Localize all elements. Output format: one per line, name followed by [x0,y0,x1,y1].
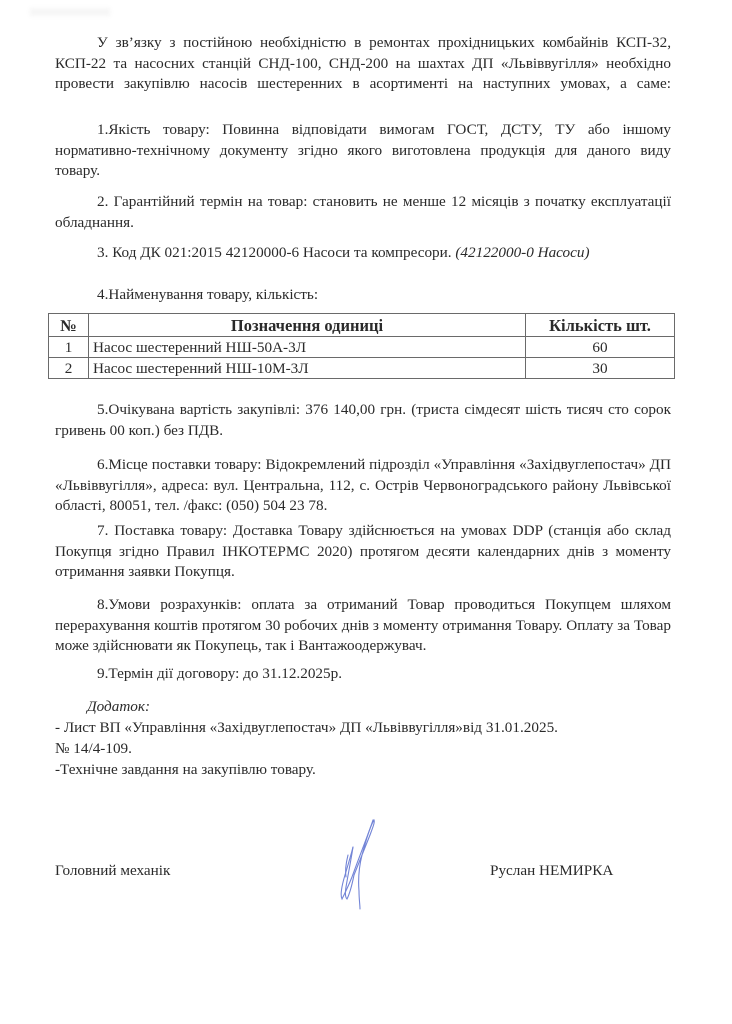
row-name: Насос шестеренний НШ-10М-3Л [89,358,526,379]
row-num: 1 [49,337,89,358]
header-name: Позначення одиниці [89,314,526,337]
intro-paragraph [55,33,671,95]
handwritten-signature [318,815,398,910]
row-qty: 30 [526,358,675,379]
appendix-line-1: - Лист ВП «Управління «Західвуглепостач» ДП «Львіввугілля»від 31.01.2025. [55,719,558,736]
clause-3-italic: (42122000-0 Насоси) [455,244,590,261]
appendix-title-text: Додаток: [87,698,151,715]
appendix-title [55,697,671,718]
signatory-role: Головний механік [55,862,171,879]
signatory-name: Руслан НЕМИРКА [490,862,614,879]
clause-8 [55,595,671,657]
row-qty: 60 [526,337,675,358]
clause-9-text: 9.Термін дії договору: до 31.12.2025р. [97,665,342,682]
items-table [48,313,675,379]
table-row [49,337,675,358]
clause-1-text: 1.Якість товару: Повинна відповідати вимогам ГОСТ, ДСТУ, ТУ або іншому нормативно-технічному документу згідно якого виготовлена продукція для даного виду товару. [55,121,671,179]
header-num: № [49,314,89,337]
intro-text: У зв’язку з постійною необхідністю в ремонтах прохідницьких комбайнів КСП-32, КСП-22 та насосних станцій СНД-100, СНД-200 на шахтах ДП «Львіввугілля» необхідно провести закупівлю насосів шестеренних в асортименті на наступних умовах, а саме: [55,34,671,92]
table-row [49,358,675,379]
clause-1 [55,120,671,182]
clause-8-text: 8.Умови розрахунків: оплата за отриманий Товар проводиться Покупцем шляхом перерахування коштів протягом 30 робочих днів з моменту отримання Товару. Оплату за Товар може здійснювати як Покупець, так і Вантажоодержувач. [55,596,671,654]
clause-3-text: 3. Код ДК 021:2015 42120000-6 Насоси та компресори. [97,244,452,261]
clause-7-text: 7. Поставка товару: Доставка Товару здійснюється на умовах DDP (станція або склад Покупця згідно Правил ІНКОТЕРМС 2020) протягом десяти календарних днів з моменту отримання заявки Покупця. [55,522,671,580]
clause-2-text: 2. Гарантійний термін на товар: становить не менше 12 місяців з початку експлуатації обладнання. [55,193,671,231]
clause-6 [55,455,671,517]
clause-5 [55,400,671,441]
clause-2 [55,192,671,233]
header-qty: Кількість шт. [526,314,675,337]
row-num: 2 [49,358,89,379]
appendix-line-3: -Технічне завдання на закупівлю товару. [55,761,316,778]
clause-6-text: 6.Місце поставки товару: Відокремлений підрозділ «Управління «Західвуглепостач» ДП «Львіввугілля», адреса: вул. Центральна, 112, с. Острів Червоноградського району Львівської області, 80051, тел. /факс: (050) 504 23 78. [55,456,671,514]
clause-3 [55,243,671,264]
clause-9 [55,664,671,685]
clause-4-text: 4.Найменування товару, кількість: [97,286,319,303]
appendix-line-2: № 14/4-109. [55,740,132,757]
clause-7 [55,521,671,583]
clause-4 [55,285,671,306]
clause-5-text: 5.Очікувана вартість закупівлі: 376 140,00 грн. (триста сімдесят шість тисяч сто сорок гривень 00 коп.) без ПДВ. [55,401,671,439]
scan-smudge [30,8,110,16]
table-header-row [49,314,675,337]
signature-stroke [345,847,354,899]
row-name: Насос шестеренний НШ-50А-3Л [89,337,526,358]
